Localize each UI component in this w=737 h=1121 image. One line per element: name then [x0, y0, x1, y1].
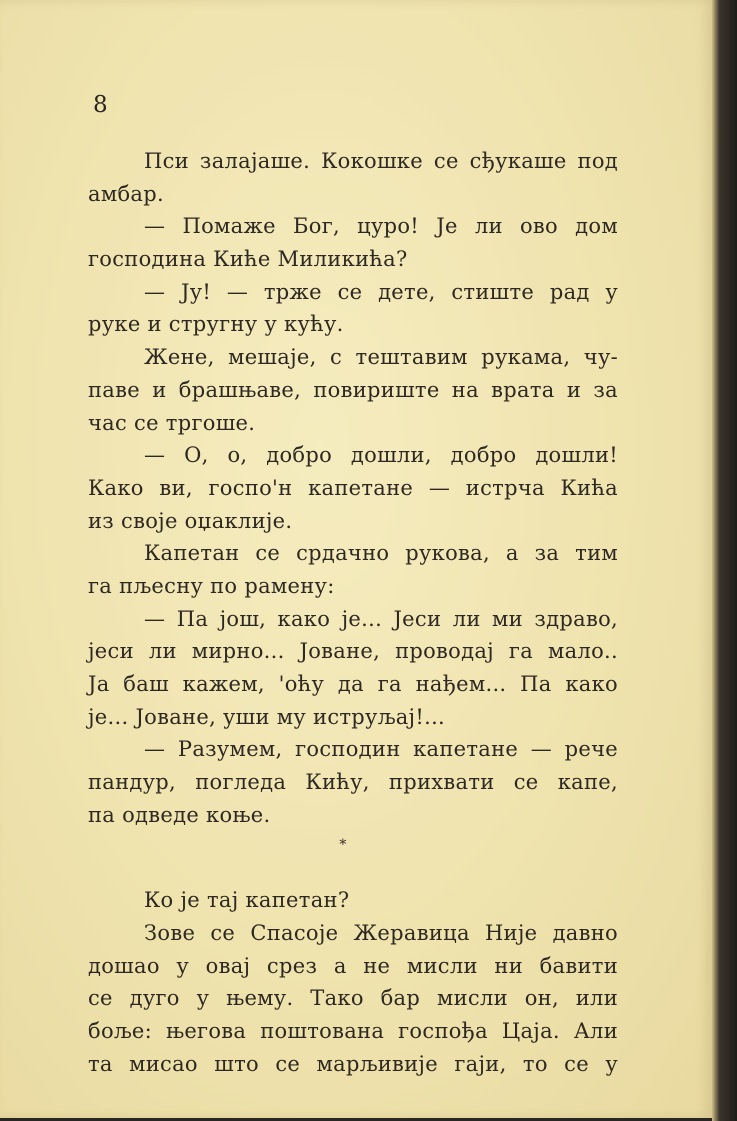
text-line: боље: његова поштована госпођа Цаја. Али	[88, 1018, 618, 1043]
text-line: — Па још, како је... Јеси ли ми здраво,	[144, 606, 618, 631]
text-line: руке и стругну у кућу.	[88, 312, 344, 337]
section-separator: *	[339, 837, 347, 854]
text-line: господина Киће Миликића?	[88, 247, 408, 272]
text-line: пандур, погледа Кићу, прихвати се капе,	[88, 770, 618, 795]
text-line: паве и брашњаве, повириште на врата и за	[88, 377, 618, 402]
text-line: дошао у овај срез а не мисли ни бавити	[88, 953, 618, 978]
text-line: Жене, мешаје, с тештавим рукама, чу-	[144, 345, 618, 370]
text-line: — О, о, добро дошли, добро дошли!	[144, 443, 618, 468]
text-line: Како ви, госпо'н капетане — истрча Кића	[88, 475, 618, 500]
body-text	[88, 145, 618, 1080]
text-line: Пси залајаше. Кокошке се сђукаше под	[144, 149, 618, 173]
text-line: јеси ли мирно... Јоване, проводај га мало..	[88, 639, 618, 664]
text-line: та мисао што се марљивије гаји, то се у	[88, 1051, 618, 1076]
page-number: 8	[93, 92, 108, 118]
text-line: па одведе коње.	[88, 802, 271, 827]
text-line: из своје оџаклије.	[88, 508, 293, 533]
section-gap	[88, 864, 618, 884]
text-line: — Ју! — трже се дете, стиште рад у	[144, 279, 618, 304]
text-line: се дуго у њему. Тако бар мисли он, или	[88, 986, 618, 1011]
text-line: Ја баш кажем, 'оћу да га нађем... Па како	[88, 672, 618, 696]
text-line: — Помаже Бог, цуро! Је ли ово дом	[144, 214, 618, 239]
text-line: амбар.	[88, 181, 164, 206]
page-edge-shadow	[712, 0, 737, 1121]
text-line: час се тргоше.	[88, 410, 256, 435]
text-line: је... Јоване, уши му иструљај!...	[88, 704, 446, 729]
text-line: Ко је тај капетан?	[144, 888, 350, 913]
text-line: га пљесну по рамену:	[88, 573, 335, 598]
text-line: Капетан се срдачно рукова, а за тим	[144, 541, 618, 566]
text-line: Зове се Спасоје Жеравица Није давно	[144, 920, 618, 945]
text-line: — Разумем, господин капетане — рече	[144, 737, 618, 762]
